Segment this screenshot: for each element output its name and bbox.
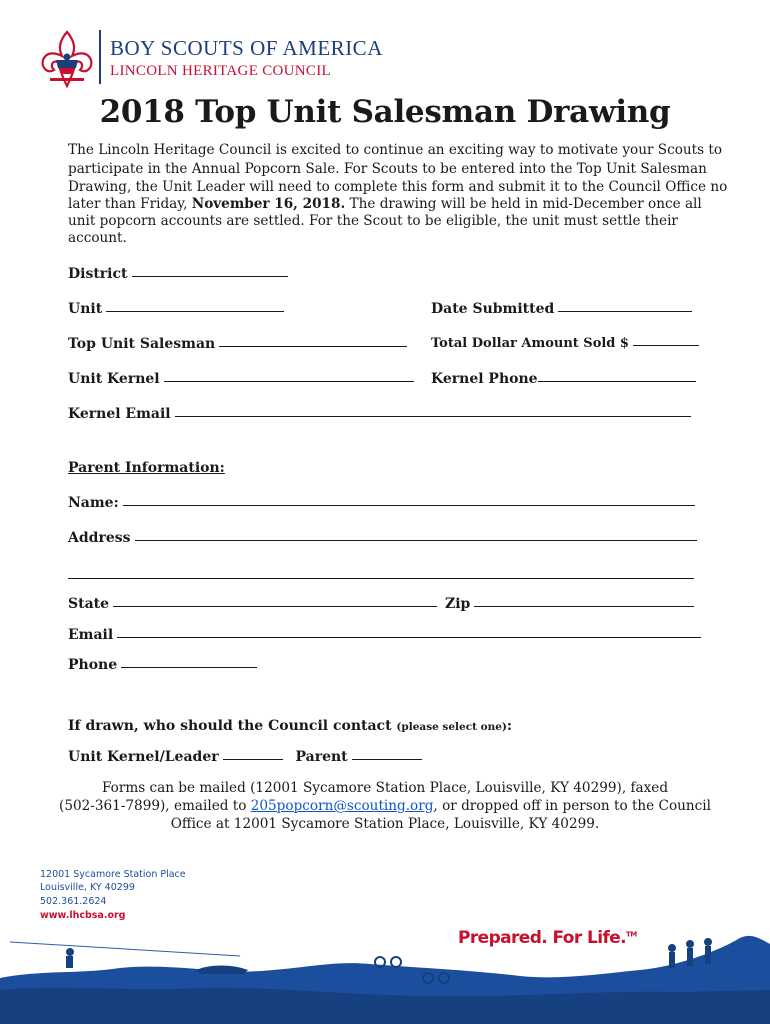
zipliner-icon [66, 948, 74, 968]
footer-website[interactable]: www.lhcbsa.org [40, 910, 126, 921]
parent-state-field [68, 596, 437, 612]
parent-phone-blank[interactable] [121, 667, 257, 668]
contact-question-text: If drawn, who should the Council contact [68, 718, 392, 734]
parent-name-blank[interactable] [123, 505, 695, 506]
parent-address-blank[interactable] [135, 540, 697, 541]
council-name: LINCOLN HERITAGE COUNCIL [110, 63, 331, 79]
contact-note: (please select one) [396, 721, 507, 733]
date-submitted-label: Date Submitted [431, 301, 555, 317]
option-unit-kernel-label: Unit Kernel/Leader [68, 749, 219, 765]
parent-phone-label: Phone [68, 657, 118, 673]
mailing-line-1: Forms can be mailed (12001 Sycamore Station Place, Louisville, KY 40299), faxed [101, 780, 669, 796]
option-unit-kernel-blank[interactable] [223, 759, 283, 760]
parent-zip-field [445, 596, 694, 612]
total-dollar-blank[interactable] [633, 345, 699, 346]
district-label: District [68, 266, 128, 282]
kernel-phone-label: Kernel Phone [431, 371, 538, 387]
parent-address-field [68, 530, 697, 546]
canoe-icon [196, 966, 248, 975]
unit-blank[interactable] [106, 311, 284, 312]
date-submitted-blank[interactable] [558, 311, 692, 312]
header-divider [99, 30, 101, 84]
unit-kernel-label: Unit Kernel [68, 371, 160, 387]
tagline-text: Prepared. For Life. [458, 928, 627, 948]
parent-email-field [68, 627, 701, 643]
parent-info-heading: Parent Information: [68, 460, 225, 476]
parent-address-label: Address [68, 530, 131, 546]
kernel-email-label: Kernel Email [68, 406, 171, 422]
district-field [68, 266, 288, 282]
parent-zip-blank[interactable] [474, 606, 694, 607]
intro-line-5: unit popcorn accounts are settled. For the Scout to be eligible, the unit must settle their [68, 213, 678, 229]
deadline-date: November 16, 2018. [191, 196, 346, 212]
parent-name-field [68, 495, 695, 511]
intro-line-3: Drawing, the Unit Leader will need to complete this form and submit it to the Council Office no [68, 179, 728, 195]
parent-address-line-2[interactable] [68, 578, 694, 579]
top-unit-salesman-label: Top Unit Salesman [68, 336, 216, 352]
district-blank[interactable] [132, 276, 288, 277]
mailing-text: (502-361-7899), emailed to [59, 798, 251, 814]
parent-email-blank[interactable] [117, 637, 701, 638]
top-unit-salesman-field [68, 336, 407, 352]
contact-options [68, 749, 422, 765]
parent-name-label: Name: [68, 495, 119, 511]
intro-text: later than Friday, [68, 196, 192, 212]
email-link[interactable]: 205popcorn@scouting.org [250, 798, 434, 814]
fleur-de-lis-eagle-icon [40, 30, 94, 90]
unit-field [68, 301, 284, 317]
parent-phone-field [68, 657, 257, 673]
contact-colon: : [506, 718, 513, 734]
option-parent-blank[interactable] [352, 759, 422, 760]
intro-line-6: account. [68, 230, 127, 246]
intro-text: The drawing will be held in mid-December once all [345, 196, 702, 212]
kernel-email-field [68, 406, 691, 422]
option-parent-label: Parent [295, 749, 348, 765]
intro-line-1: The Lincoln Heritage Council is excited to continue an exciting way to motivate your Scouts to [68, 142, 723, 158]
unit-kernel-field [68, 371, 414, 387]
intro-line-2: participate in the Annual Popcorn Sale. For Scouts to be entered into the Top Unit Salesman [68, 161, 707, 177]
trademark: TM [626, 930, 637, 939]
mailing-text: , or dropped off in person to the Council [433, 798, 711, 814]
parent-state-blank[interactable] [113, 606, 437, 607]
org-name: BOY SCOUTS OF AMERICA [110, 36, 383, 60]
parent-email-label: Email [68, 627, 114, 643]
tagline [458, 928, 637, 948]
kernel-phone-blank[interactable] [538, 381, 696, 382]
parent-state-label: State [68, 596, 110, 612]
mailing-line-3: Office at 12001 Sycamore Station Place, Louisville, KY 40299. [170, 816, 600, 832]
parent-zip-label: Zip [445, 596, 471, 612]
footer-phone: 502.361.2624 [40, 896, 107, 907]
contact-question [68, 718, 512, 734]
intro-line-4 [68, 196, 702, 212]
unit-kernel-blank[interactable] [164, 381, 414, 382]
total-dollar-label: Total Dollar Amount Sold $ [431, 336, 629, 351]
kernel-phone-field [431, 371, 696, 387]
footer-street: 12001 Sycamore Station Place [40, 869, 186, 880]
total-dollar-field [431, 336, 699, 351]
outdoor-landscape-illustration [0, 930, 770, 1024]
footer-city: Louisville, KY 40299 [40, 882, 135, 893]
top-unit-salesman-blank[interactable] [219, 346, 407, 347]
date-submitted-field [431, 301, 692, 317]
mailing-line-2 [0, 798, 770, 814]
unit-label: Unit [68, 301, 103, 317]
page-title: 2018 Top Unit Salesman Drawing [99, 94, 671, 130]
hiker-icons [668, 938, 712, 968]
kernel-email-blank[interactable] [175, 416, 691, 417]
